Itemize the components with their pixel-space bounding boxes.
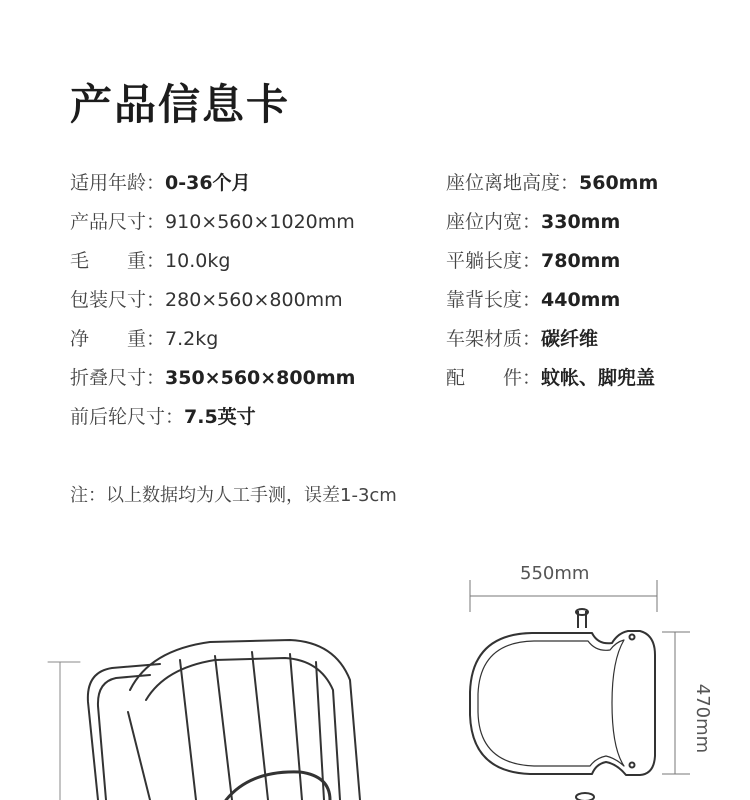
spec-label: 折叠尺寸： <box>70 367 166 389</box>
depth-dimension-label: 470mm <box>692 683 714 754</box>
width-dimension-label: 550mm <box>520 563 590 584</box>
measurement-note: 注：以上数据均为人工手测，误差1-3cm <box>70 485 397 506</box>
stroller-side-view-drawing <box>48 640 360 800</box>
dimension-depth-line <box>662 632 690 774</box>
spec-value: 560mm <box>579 172 659 194</box>
spec-value: 780mm <box>541 250 621 272</box>
spec-value: 350×560×800mm <box>165 367 356 389</box>
spec-label: 靠背长度： <box>446 289 542 311</box>
spec-value: 蚊帐、脚兜盖 <box>541 367 656 389</box>
spec-label: 座位内宽： <box>446 211 542 233</box>
spec-label: 车架材质： <box>446 328 542 350</box>
spec-value: 碳纤维 <box>541 328 599 350</box>
spec-value: 280×560×800mm <box>165 289 343 311</box>
spec-label: 前后轮尺寸： <box>70 406 185 428</box>
spec-value: 0-36个月 <box>165 172 251 194</box>
spec-label: 座位离地高度： <box>446 172 580 194</box>
spec-value: 330mm <box>541 211 621 233</box>
spec-value: 10.0kg <box>165 250 231 272</box>
stroller-folded-top-view-drawing <box>470 609 655 800</box>
dimension-width-line <box>470 580 657 612</box>
spec-label: 毛 重： <box>70 250 166 272</box>
spec-value: 440mm <box>541 289 621 311</box>
spec-value: 7.5英寸 <box>184 406 256 428</box>
spec-label: 平躺长度： <box>446 250 542 272</box>
spec-label: 净 重： <box>70 328 166 350</box>
spec-label: 配 件： <box>446 367 542 389</box>
spec-label: 适用年龄： <box>70 172 166 194</box>
spec-value: 910×560×1020mm <box>165 211 355 233</box>
spec-value: 7.2kg <box>165 328 219 350</box>
page-title: 产品信息卡 <box>70 80 291 129</box>
spec-label: 产品尺寸： <box>70 211 166 233</box>
spec-label: 包装尺寸： <box>70 289 166 311</box>
